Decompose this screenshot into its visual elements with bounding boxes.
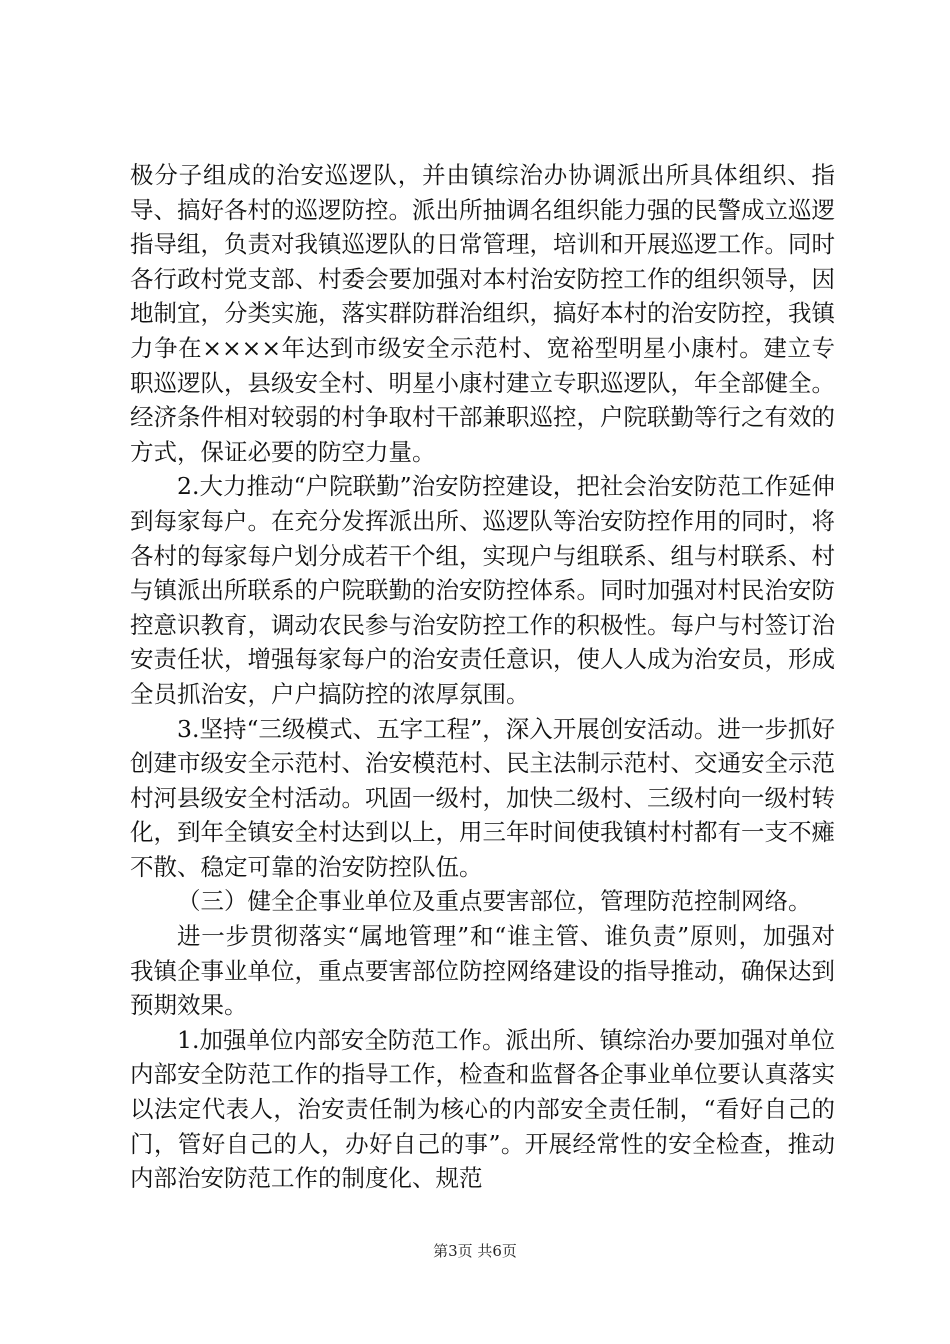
paragraph-item-2: 2.大力推动“户院联勤”治安防控建设，把社会治安防范工作延伸到每家每户。在充分发挥派出所、巡逻队等治安防控作用的同时，将各村的每家每户划分成若干个组，实现户与组联系、组与村联系、村与镇派出所联系的户院联勤的治安防控体系。同时加强对村民治安防控意识教育，调动农民参与治安防控工作的积极性。每户与村签订治安责任状，增强每家每户的治安责任意识，使人人成为治安员，形成全员抓治安，户户搞防控的浓厚氛围。 <box>130 472 835 708</box>
section-heading-3: （三）健全企事业单位及重点要害部位，管理防范控制网络。 <box>177 887 812 916</box>
paragraph-item-3: 3.坚持“三级模式、五字工程”，深入开展创安活动。进一步抓好创建市级安全示范村、治安模范村、民主法制示范村、交通安全示范村河县级安全村活动。巩固一级村，加快二级村、三级村向一级村转化，到年全镇安全村达到以上，用三年时间使我镇村村都有一支不瘫不散、稳定可靠的治安防控队伍。 <box>130 714 835 881</box>
document-body <box>130 158 835 1196</box>
paragraph-continuation: 极分子组成的治安巡逻队，并由镇综治办协调派出所具体组织、指导、搞好各村的巡逻防控。派出所抽调名组织能力强的民警成立巡逻指导组，负责对我镇巡逻队的日常管理，培训和开展巡逻工作。同时各行政村党支部、村委会要加强对本村治安防控工作的组织领导，因地制宜，分类实施，落实群防群治组织，搞好本村的治安防控，我镇力争在××××年达到市级安全示范村、宽裕型明星小康村。建立专职巡逻队，县级安全村、明星小康村建立专职巡逻队，年全部健全。经济条件相对较弱的村争取村干部兼职巡控，户院联勤等行之有效的方式，保证必要的防空力量。 <box>130 161 835 466</box>
paragraph-item-1: 1.加强单位内部安全防范工作。派出所、镇综治办要加强对单位内部安全防范工作的指导工作，检查和监督各企事业单位要认真落实以法定代表人，治安责任制为核心的内部安全责任制，“看好自己的门，管好自己的人，办好自己的事”。开展经常性的安全检查，推动内部治安防范工作的制度化、规范 <box>130 1025 835 1193</box>
paragraph-principle: 进一步贯彻落实“属地管理”和“谁主管、谁负责”原则，加强对我镇企事业单位，重点要害部位防控网络建设的指导推动，确保达到预期效果。 <box>130 922 835 1020</box>
page-footer: 第3页 共6页 <box>433 1242 517 1260</box>
